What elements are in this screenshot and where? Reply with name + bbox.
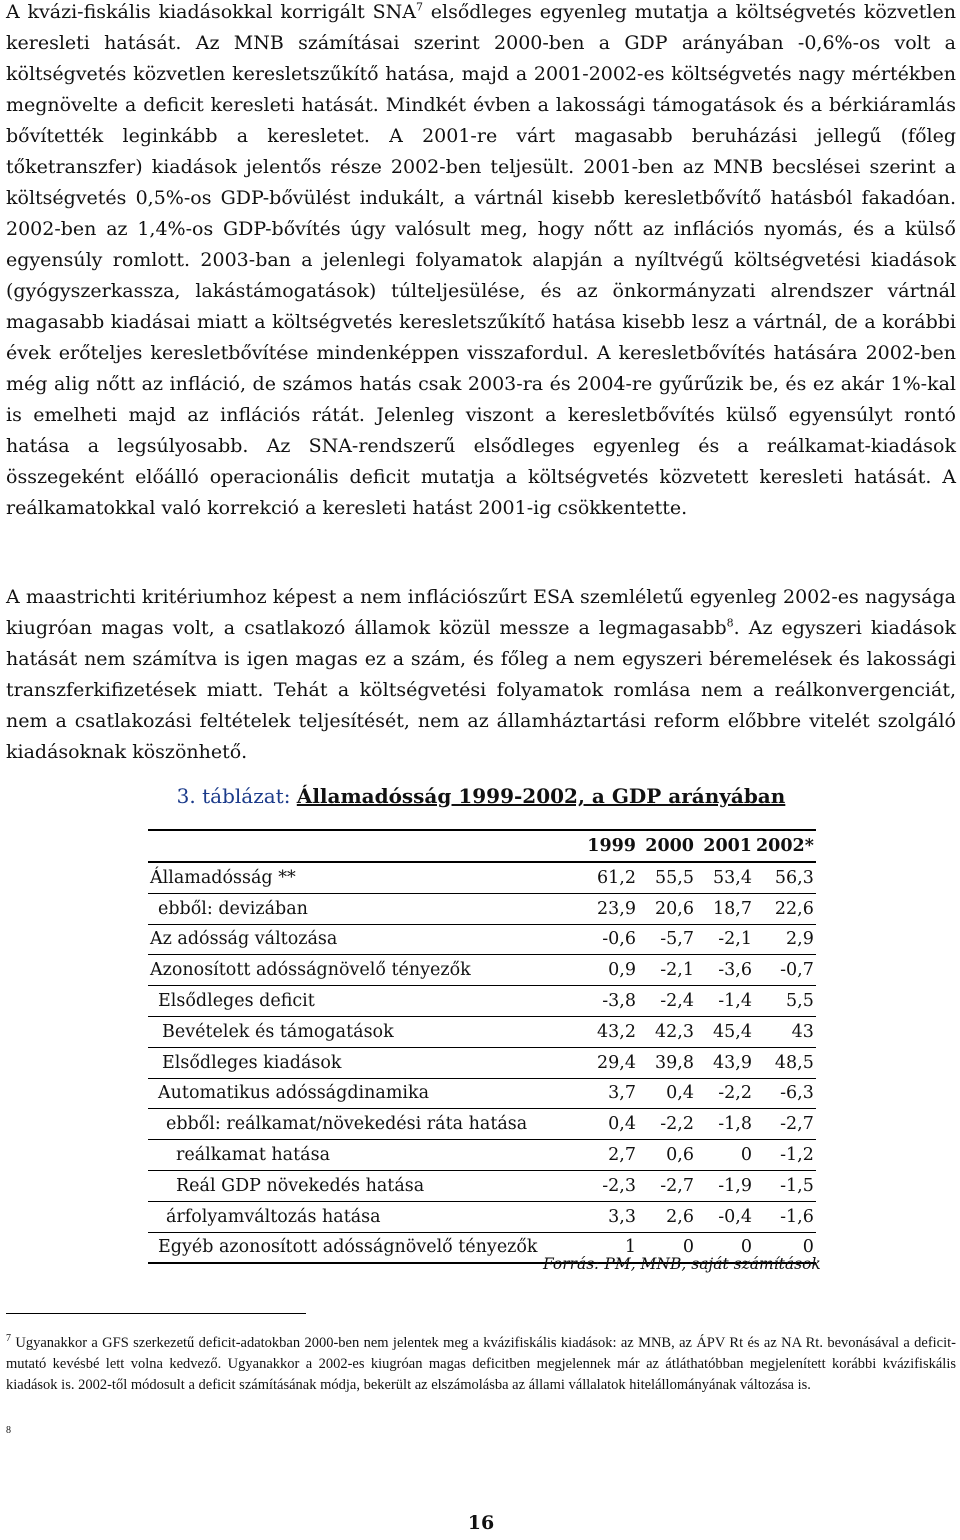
footnote-7-text: Ugyanakkor a GFS szerkezetű deficit-adatokban 2000-ben nem jelentek meg a kvázifiskális kiadások: az MNB, az ÁPV Rt és az NA Rt. bevonásával a deficit-mutató kevésbé lett volna kedvező. Ugyanakkor a 2002-es kiugróan magas deficitben megjelennek már az átláthatóbban megjelenített korábbi kvázifiskális kiadások is. 2002-től módosult a deficit számításának módja, bekerült az elszámolásba az állami vállalatok hitelállományának változása is. [6,1334,956,1393]
cell: -1,2 [754,1140,816,1171]
cell: 43,2 [580,1016,638,1047]
cell: 53,4 [696,862,754,893]
cell: 45,4 [696,1016,754,1047]
cell: 2,9 [754,924,816,955]
paragraph-text: A kvázi-fiskális kiadásokkal korrigált SNA [6,1,416,23]
cell: -3,8 [580,986,638,1017]
cell: 0 [696,1140,754,1171]
row-label: Bevételek és támogatások [148,1016,580,1047]
cell: 43 [754,1016,816,1047]
table-row [148,986,816,1017]
cell: -1,6 [754,1201,816,1232]
cell: -2,3 [580,1170,638,1201]
cell: 0 [638,1232,696,1263]
paragraph-maastricht [6,582,956,768]
cell: -5,7 [638,924,696,955]
row-label: reálkamat hatása [148,1140,580,1171]
cell: -2,1 [638,955,696,986]
cell: 55,5 [638,862,696,893]
cell: 1 [580,1232,638,1263]
footnote-7-number: 7 [6,1333,11,1344]
paragraph-text: . Az egyszeri kiadások hatását nem számítva is igen magas ez a szám, és főleg a nem egyszeri béremelések és lakossági transzferkifizetések miatt. Tehát a költségvetési folyamatok romlása nem a reálkonvergenciát, nem a csatlakozási feltételek teljesítését, nem az államháztartási reform előbbre vitelét szolgáló kiadásoknak köszönhető. [6,617,956,763]
cell: -2,1 [696,924,754,955]
table-source: Forrás: PM, MNB, saját számítások [543,1255,821,1273]
row-label: Egyéb azonosított adósságnövelő tényezők [148,1232,580,1263]
row-label: Az adósság változása [148,924,580,955]
footnote-ref-8[interactable]: 8 [726,616,734,630]
page-number: 16 [467,1512,495,1534]
header-2002: 2002* [754,830,816,862]
cell: -1,4 [696,986,754,1017]
cell: -0,4 [696,1201,754,1232]
table-title: Államadósság 1999-2002, a GDP arányában [296,784,786,808]
cell: -2,4 [638,986,696,1017]
cell: 0,6 [638,1140,696,1171]
table-row [148,955,816,986]
cell: 29,4 [580,1047,638,1078]
cell: 56,3 [754,862,816,893]
cell: 3,3 [580,1201,638,1232]
row-label: Automatikus adósságdinamika [148,1078,580,1109]
row-label: árfolyamváltozás hatása [148,1201,580,1232]
table-number: 3. táblázat: [176,784,297,808]
footnote-8-number: 8 [6,1425,11,1436]
cell: -1,5 [754,1170,816,1201]
row-label: ebből: reálkamat/növekedési ráta hatása [148,1109,580,1140]
header-1999: 1999 [580,830,638,862]
table-row [148,1016,816,1047]
table-row [148,1078,816,1109]
debt-table [148,829,816,1264]
paragraph-sna-balance [6,0,956,524]
cell: -0,7 [754,955,816,986]
header-2000: 2000 [638,830,696,862]
table-caption [6,784,956,808]
table-row [148,862,816,893]
header-2001: 2001 [696,830,754,862]
row-label: ebből: devizában [148,893,580,924]
footnote-divider [6,1313,306,1314]
cell: 0,4 [638,1078,696,1109]
row-label: Azonosított adósságnövelő tényezők [148,955,580,986]
footnote-8 [6,1420,956,1446]
cell: 20,6 [638,893,696,924]
cell: 0 [696,1232,754,1263]
cell: 0 [754,1232,816,1263]
cell: 2,7 [580,1140,638,1171]
cell: 0,9 [580,955,638,986]
table-row [148,1047,816,1078]
table-row [148,893,816,924]
cell: 48,5 [754,1047,816,1078]
cell: -6,3 [754,1078,816,1109]
cell: -2,7 [754,1109,816,1140]
row-label: Államadósság ** [148,862,580,893]
table-row [148,1170,816,1201]
cell: -1,9 [696,1170,754,1201]
table-row [148,1109,816,1140]
row-label: Reál GDP növekedés hatása [148,1170,580,1201]
footnote-7 [6,1328,956,1396]
cell: 3,7 [580,1078,638,1109]
cell: -2,2 [696,1078,754,1109]
cell: -0,6 [580,924,638,955]
cell: 22,6 [754,893,816,924]
cell: 0,4 [580,1109,638,1140]
cell: 42,3 [638,1016,696,1047]
cell: 61,2 [580,862,638,893]
cell: 5,5 [754,986,816,1017]
cell: -3,6 [696,955,754,986]
paragraph-text: elsődleges egyenleg mutatja a költségvetés közvetlen keresleti hatását. Az MNB számításai szerint 2000-ben a GDP arányában -0,6%-os volt a költségvetés közvetlen keresletszűkítő hatása, majd a 2001-2002-es költségvetés nagy mértékben megnövelte a deficit keresleti hatását. Mindkét évben a lakossági támogatások és a bérkiáramlás bővítették leginkább a keresletet. A 2001-re várt magasabb beruházási jellegű (főleg tőketranszfer) kiadások jelentős része 2002-ben teljesült. 2001-ben az MNB becslései szerint a költségvetés 0,5%-os GDP-bővülést indukált, a vártnál kisebb keresletbővítő hatásból fakadóan. 2002-ben az 1,4%-os GDP-bővítés úgy valósult meg, hogy nőtt az inflációs nyomás, és a külső egyensúly romlott. 2003-ban a jelenlegi folyamatok alapján a nyíltvégű költségvetési kiadások (gyógyszerkassza, lakástámogatások) túlteljesülése, és az önkormányzati alrendszer vártnál magasabb kiadásai miatt a költségvetés keresletszűkítő hatása kisebb lesz a vártnál, de a korábbi évek erőteljes keresletbővítése mindenképpen visszafordul. A keresletbővítés hatására 2002-ben még alig nőtt az infláció, de számos hatás csak 2003-ra és 2004-re gyűrűzik be, és ez akár 1%-kal is emelheti majd az inflációs rátát. Jelenleg viszont a keresletbővítés külső egyensúlyt rontó hatása a legsúlyosabb. Az SNA-rendszerű elsődleges egyenleg és a reálkamat-kiadások összegeként előálló operacionális deficit mutatja a költségvetés közvetett keresleti hatását. A reálkamatokkal való korrekció a keresleti hatást 2001-ig csökkentette. [6,1,956,519]
paragraph-text: A maastrichti kritériumhoz képest a nem inflációszűrt ESA szemléletű egyenleg 2002-es nagysága kiugróan magas volt, a csatlakozó államok közül messze a legmagasabb [6,586,956,639]
cell: 39,8 [638,1047,696,1078]
table-row [148,924,816,955]
cell: 43,9 [696,1047,754,1078]
cell: 18,7 [696,893,754,924]
cell: -2,7 [638,1170,696,1201]
header-empty [148,830,580,862]
table-row [148,1140,816,1171]
table-row [148,1201,816,1232]
table-header-row [148,830,816,862]
cell: 2,6 [638,1201,696,1232]
footnote-ref-7[interactable]: 7 [415,0,423,14]
cell: -1,8 [696,1109,754,1140]
cell: -2,2 [638,1109,696,1140]
cell: 23,9 [580,893,638,924]
row-label: Elsődleges deficit [148,986,580,1017]
row-label: Elsődleges kiadások [148,1047,580,1078]
